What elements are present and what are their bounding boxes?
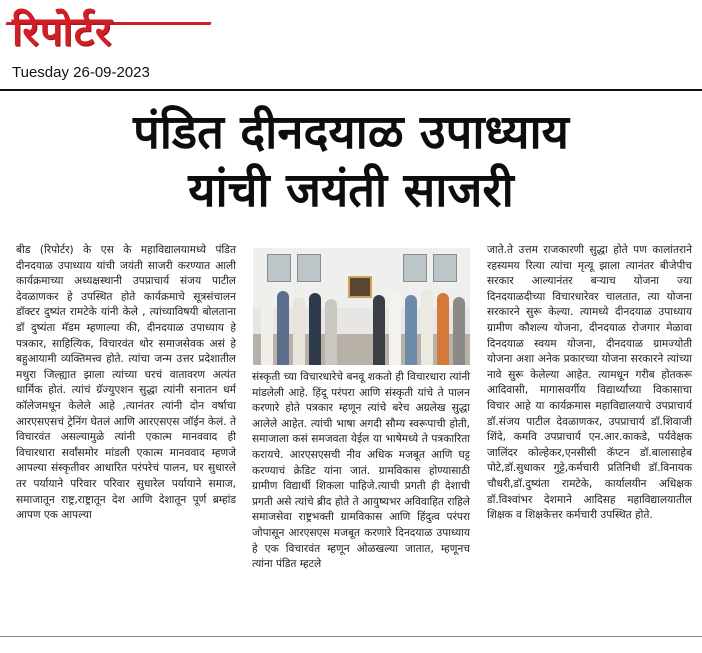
article-column-3: जाते.ते उत्तम राजकारणी सुद्धा होते पण कालांतराने रहस्यमय रित्या त्यांचा मृत्यू झाला त्यानंतर बीजेपीच सरकार आल्यानंतर बऱ्याच योजना ज्या दिनदयाळदीच्या विचारधारेवर चालतात, त्या योजना सरकारने सुरू केल्या. त्यामध्ये दीनदयाळ उपाध्याय ग्रामीण कौशल्य योजना, दीनदयाळ रोजगार मेळावा दिनदयाळ स्वयम योजना, दीनदयाळ ग्रामज्योती योजना अशा अनेक प्रकारच्या योजना सरकारने त्यांच्या नावे सुरू केलेल्या आहेत. त्यामधून गरीब होतकरू आदिवासी, मागासवर्गीय विद्यार्थ्यांच्या विकासाचा विचार आहे या कार्यक्रमास महाविद्यालयाचे उपप्राचार्य डॉ.संजय पाटील देवळाणकर, उपप्राचार्य डॉ.शिवाजी शिंदे, कमवि उपप्राचार्य एन.आर.काकडे, पर्यवेक्षक जालिंदर कोल्हेकर,एनसीसी कॅप्टन डॉ.बालासाहेब पोटे,डॉ.सुधाकर गुट्टे,कर्मचारी प्रतिनिधी डॉ.विनायक चौधरी,डॉ.दुष्यंता रामटेके, कार्यालयीन अधिक्षक डॉ.विश्वांभर देशमाने आदिसह महाविद्यालयातील शिक्षक व शिक्षकेत्तर कर्मचारी उपस्थित होते.: [487, 244, 692, 522]
headline: [0, 104, 702, 220]
publication-date: Tuesday 26-09-2023: [12, 64, 150, 81]
footer-divider: [0, 636, 702, 637]
masthead: [6, 2, 226, 62]
article-column-1: बीड (रिपोर्टर) के एस के महाविद्यालयामध्ये पंडित दीनदयाळ उपाध्याय यांची जयंती साजरी करण्यात आली कार्यक्रमाच्या अध्यक्षस्थानी उपप्राचार्य संजय पाटील देवळाणकर हे उपस्थित होते कार्यक्रमाचे सूत्रसंचालन डॉक्टर दुष्यंत रामटेके यांनी केले , त्यांच्याविषयी बोलताना डॉ दुष्यंता मॅडम म्हणाल्या की, दीनदयाळ उपाध्याय हे पत्रकार, साहित्यिक, विचारवंत थोर समाजसेवक असं हे बहुआयामी व्यक्तिमत्त्व होते. त्यांचा जन्म उत्तर प्रदेशातील मथुरा जिल्ह्यात झाला त्यांच्या घरचं वातावरण अत्यंत धार्मिक होतं. त्यांचं ग्रॅज्युएशन सुद्धा त्यांनी सनातन धर्म कॉलेजमधून केलेले आहे ,त्यानंतर त्यांनी दोन वर्षाचा आरएसएसचं ट्रेनिंग घेतलं आणि आरएसएस जॉईन केलं. ते विचारवंत असल्यामुळे त्यांनी एकात्म मानववाद ही विचारधारा सर्वांसमोर मांडली एकात्म मानववाद म्हणजे आपल्या संस्कृतीवर आधारित परंपरेचं पालन, घर सुधारले तर पर्यायाने परिवार परिवार सुधारेल पर्यायाने समाज, समाजातून राष्ट्र,राष्ट्रातून देश आणि देशातून पूर्ण ब्रम्हांड आपण एक आपल्या: [16, 244, 236, 522]
headline-line-1: पंडित दीनदयाळ उपाध्याय: [133, 105, 569, 160]
event-photo: [253, 248, 470, 365]
header-divider: [0, 89, 702, 91]
portrait-frame-icon: [348, 276, 372, 298]
article-column-2: संस्कृती च्या विचारधारेचे बनवू शकतो ही विचारधारा त्यांनी मांडलेली आहे. हिंदू परंपरा आणि संस्कृती यांचे ते पालन करणारे होते पत्रकार म्हणून त्यांचे बरेच अग्रलेख सुद्धा आलेले आहेत. त्यांची भाषा अगदी सौम्य स्वरूपाची होती, समाजाला कसं समजवता येईल या भाषेमध्ये ते पत्रकारिता करायचे. आरएसएसची नीव अधिक मजबूत आणि घट्ट करण्याचं क्रेडिट यांना जातं. ग्रामविकास होण्यासाठी ग्रामीण विद्यार्थी शिकला पाहिजे.त्याची प्रगती ही देशाची प्रगती असे त्यांचे ब्रीद होते ते आयुष्यभर अविवाहित राहिले समाजसेवा राष्ट्रभक्ती ग्रामविकास आणि हिंदुत्व परंपरा जोपासून आरएसएस मजबूत करणारे दिनदयाळ उपाध्याय हे एक विचारवंत म्हणून ओळखल्या जातात, म्हणूनच त्यांना पंडित म्हटले: [252, 371, 470, 571]
headline-line-2: यांची जयंती साजरी: [188, 163, 514, 218]
newspaper-logo: रिपोर्टर: [12, 9, 113, 55]
